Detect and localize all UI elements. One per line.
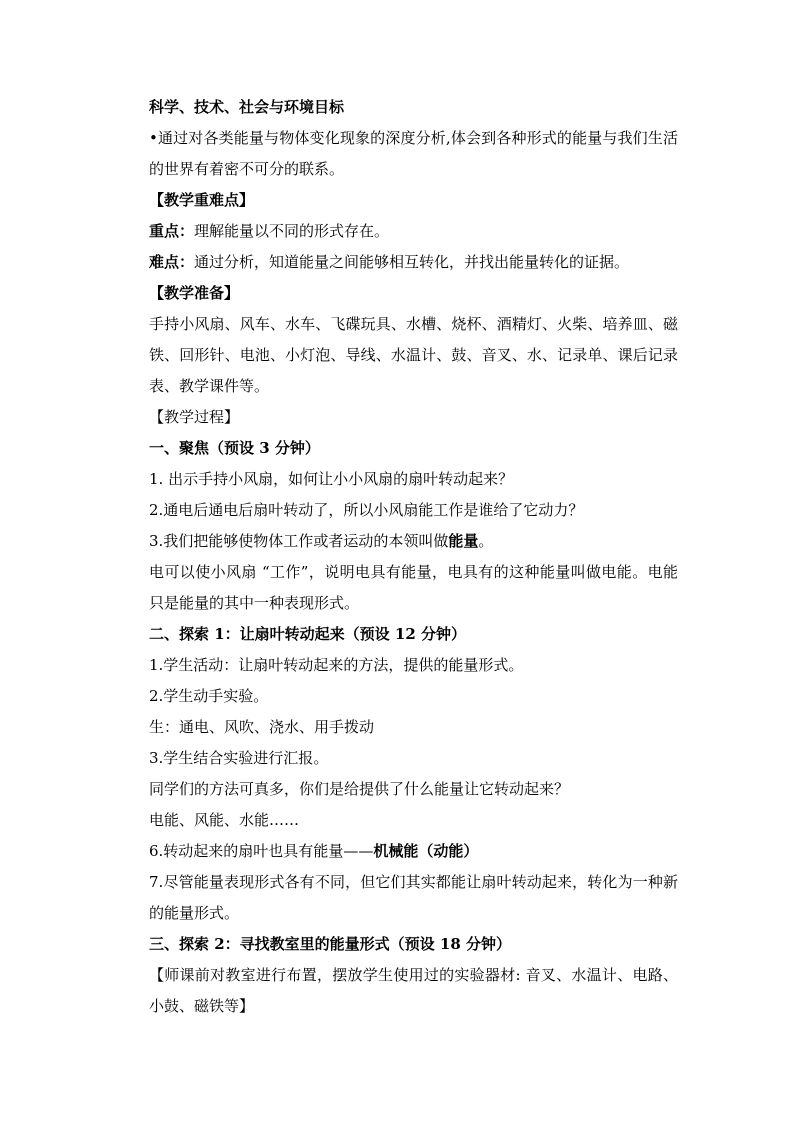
explore1-item-6-term: 机械能（动能） (373, 842, 479, 860)
focus-item-3-text: 3.我们把能够使物体工作或者运动的本领叫做 (149, 532, 449, 550)
difficulty-text: 通过分析，知道能量之间能够相互转化，并找出能量转化的证据。 (194, 253, 630, 271)
explore1-heading: 二、探索 1：让扇叶转动起来（预设 12 分钟） (149, 625, 466, 643)
explore1-item-1: 1.学生活动：让扇叶转动起来的方法，提供的能量形式。 (149, 656, 524, 674)
explore1-answer: 电能、风能、水能…… (149, 811, 300, 829)
sts-goal-heading: 科学、技术、社会与环境目标 (149, 98, 345, 116)
prep-text: 手持小风扇、风车、水车、飞碟玩具、水槽、烧杯、酒精灯、火柴、培养皿、磁铁、回形针、电池、小灯泡、导线、水温计、鼓、音叉、水、记录单、课后记录表、教学课件等。 (149, 315, 678, 395)
focus-item-3-term: 能量 (448, 532, 479, 550)
key-point-line (118, 216, 678, 247)
explore1-item-6 (118, 836, 678, 867)
explore1-item-6-text: 6.转动起来的扇叶也具有能量—— (149, 842, 374, 860)
key-point-text: 理解能量以不同的形式存在。 (194, 222, 390, 240)
key-point-label: 重点： (149, 222, 195, 240)
focus-item-2: 2.通电后通电后扇叶转动了，所以小风扇能工作是谁给了它动力？ (149, 501, 584, 519)
prep-heading: 【教学准备】 (149, 284, 240, 302)
document-body (118, 92, 678, 1022)
explore2-note: 【师课前对教室进行布置，摆放学生使用过的实验器材: 音叉、水温计、电路、小鼓、磁铁等】 (149, 966, 678, 1015)
focus-note: 电可以使小风扇 “工作”，说明电具有能量，电具有的这种能量叫做电能。电能只是能量的其中一种表现形式。 (149, 563, 678, 612)
explore1-item-2: 2.学生动手实验。 (149, 687, 269, 705)
difficulty-label: 难点： (149, 253, 195, 271)
focus-item-1: 1. 出示手持小风扇，如何让小小风扇的扇叶转动起来？ (149, 470, 514, 488)
explore2-heading: 三、探索 2：寻找教室里的能量形式（预设 18 分钟） (149, 935, 511, 953)
explore1-item-3: 3.学生结合实验进行汇报。 (149, 749, 329, 767)
focus-item-3 (118, 526, 678, 557)
process-heading: 【教学过程】 (149, 408, 240, 426)
explore1-question: 同学们的方法可真多，你们是给提供了什么能量让它转动起来？ (149, 780, 570, 798)
explore1-item-7: 7.尽管能量表现形式各有不同，但它们其实都能让扇叶转动起来，转化为一种新的能量形式。 (149, 873, 678, 922)
key-points-heading: 【教学重难点】 (149, 191, 255, 209)
difficulty-line (118, 247, 678, 278)
sts-goal-text: •通过对各类能量与物体变化现象的深度分析,体会到各种形式的能量与我们生活的世界有着密不可分的联系。 (149, 129, 678, 178)
explore1-student-answer: 生：通电、风吹、浇水、用手拨动 (149, 718, 375, 736)
focus-item-3-end: 。 (478, 532, 494, 550)
focus-heading: 一、聚焦（预设 3 分钟） (149, 439, 320, 457)
